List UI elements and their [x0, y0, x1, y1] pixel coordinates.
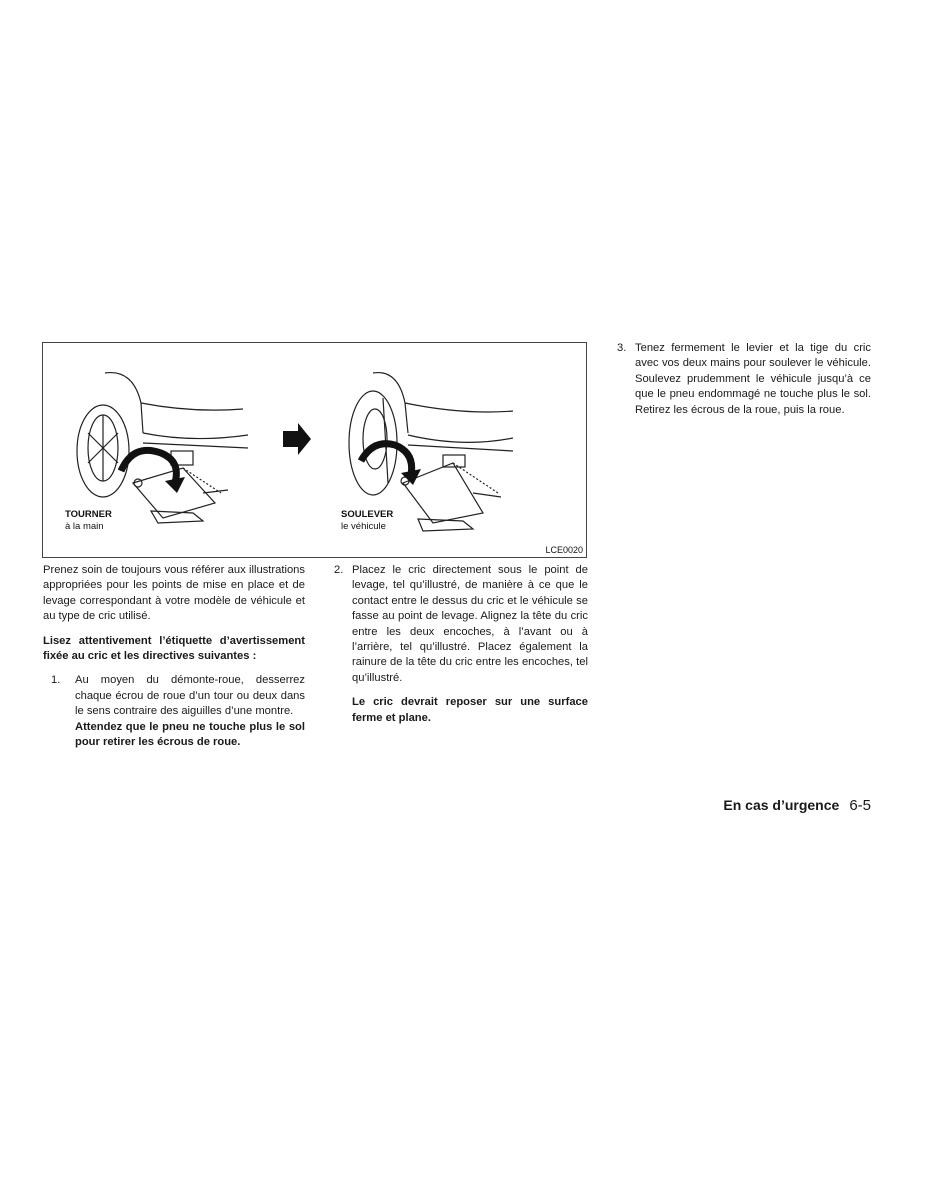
right-caption-title: SOULEVER [341, 509, 394, 520]
left-caption [65, 509, 112, 533]
step-1-number: 1. [51, 674, 61, 687]
left-caption-sub: à la main [65, 521, 104, 532]
jack-illustration-figure [42, 342, 587, 558]
figure-code: LCE0020 [545, 545, 583, 555]
column-3 [617, 341, 871, 418]
step-3-text: Tenez fermement le levier et la tige du cric avec vos deux mains pour soulever le véhicule. Soulevez prudemment le véhicule jusqu’à ce que le pneu endommagé ne touche plus le sol. Retirez les écrous de la roue, puis la roue. [635, 342, 871, 416]
intro-paragraph: Prenez soin de toujours vous référer aux illustrations appropriées pour les points de mise en place et de levage correspondant à votre modèle de véhicule et au type de cric utilisé. [43, 564, 305, 623]
page-footer [723, 797, 871, 814]
step-2 [334, 563, 588, 726]
right-caption [341, 509, 393, 533]
column-2 [334, 563, 588, 726]
step-3 [617, 341, 871, 418]
step-1-bold: Attendez que le pneu ne touche plus le sol pour retirer les écrous de roue. [75, 720, 305, 749]
step-3-number: 3. [617, 342, 627, 354]
jack-illustration [43, 343, 588, 559]
left-caption-title: TOURNER [65, 509, 112, 520]
step-2-bold: Le cric devrait reposer sur une surface ferme et plane. [352, 696, 588, 724]
right-caption-sub: le véhicule [341, 521, 386, 532]
warning-paragraph: Lisez attentivement l’étiquette d’avertissement fixée au cric et les directives suivantes : [43, 634, 305, 663]
step-2-text: Placez le cric directement sous le point de levage, tel qu’illustré, de manière à ce que le contact entre le dessus du cric et le véhicule se fasse au point de levage. Alignez la tête du cric entre les deux encoches, à l’avant ou à l’arrière, tel qu’illustré. Placez également la rainure de la tête du cric entre les encoches, tel qu’illustré. [352, 564, 588, 684]
column-1 [43, 563, 305, 750]
step-1 [43, 673, 305, 750]
page-number: 6-5 [849, 797, 871, 814]
step-1-text: Au moyen du démonte-roue, desserrez chaque écrou de roue d’un tour ou deux dans le sens contraire des aiguilles d’une montre. [75, 674, 305, 718]
section-title: En cas d’urgence [723, 797, 840, 813]
step-2-number: 2. [334, 564, 344, 576]
